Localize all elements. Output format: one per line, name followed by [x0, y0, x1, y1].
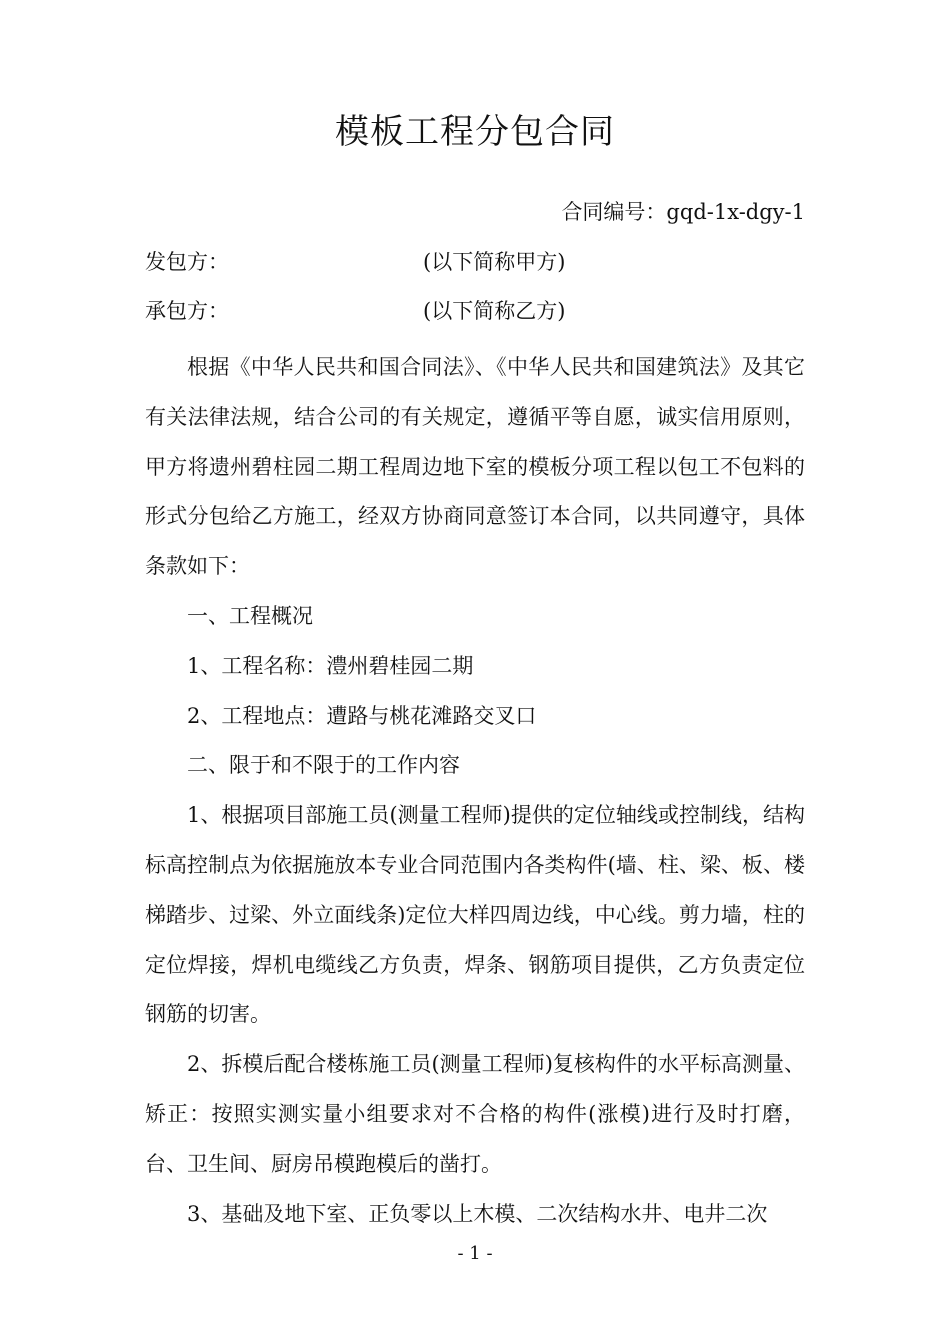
contract-body [145, 343, 805, 1239]
intro-paragraph: 根据《中华人民共和国合同法》、《中华人民共和国建筑法》及其它有关法律法规，结合公司的有关规定，遵循平等自愿，诚实信用原则，甲方将遗州碧柱园二期工程周边地下室的模板分项工程以包工不包料的形式分包给乙方施工，经双方协商同意签订本合同，以共同遵守，具体条款如下： [145, 355, 805, 579]
section-heading: 一、工程概况 [187, 603, 313, 628]
page-number: - 1 - [457, 1243, 493, 1264]
document-title: 模板工程分包合同 [335, 112, 615, 152]
party-b-note: (以下简称乙方) [423, 299, 566, 323]
clause-paragraph: 3、基础及地下室、正负零以上木模、二次结构水井、电井二次 [187, 1201, 768, 1226]
party-a-note: (以下简称甲方) [423, 250, 566, 274]
clause-paragraph: 1、根据项目部施工员(测量工程师)提供的定位轴线或控制线，结构标高控制点为依据施放本专业合同范围内各类构件(墙、柱、梁、板、楼梯踏步、过梁、外立面线条)定位大样四周边线，中心线。剪力墙，柱的定位焊接，焊机电缆线乙方负责，焊条、钢筋项目提供，乙方负责定位钢筋的切害。 [145, 803, 805, 1027]
clause-paragraph: 1、工程名称：澧州碧桂园二期 [187, 653, 474, 678]
section-heading: 二、限于和不限于的工作内容 [187, 753, 460, 778]
clause-paragraph: 2、工程地点：遭路与桃花滩路交叉口 [187, 703, 537, 728]
party-b-label: 承包方： [145, 299, 229, 323]
clause-paragraph: 2、拆模后配合楼栋施工员(测量工程师)复核构件的水平标高测量、矫正：按照实测实量小组要求对不合格的构件(涨模)进行及时打磨，台、卫生间、厨房吊模跑模后的凿打。 [145, 1052, 805, 1176]
party-a-line [145, 248, 566, 276]
party-a-label: 发包方： [145, 250, 229, 274]
party-b-line [145, 297, 566, 325]
contract-number: 合同编号：gqd-1x-dgy-1 [561, 200, 805, 224]
